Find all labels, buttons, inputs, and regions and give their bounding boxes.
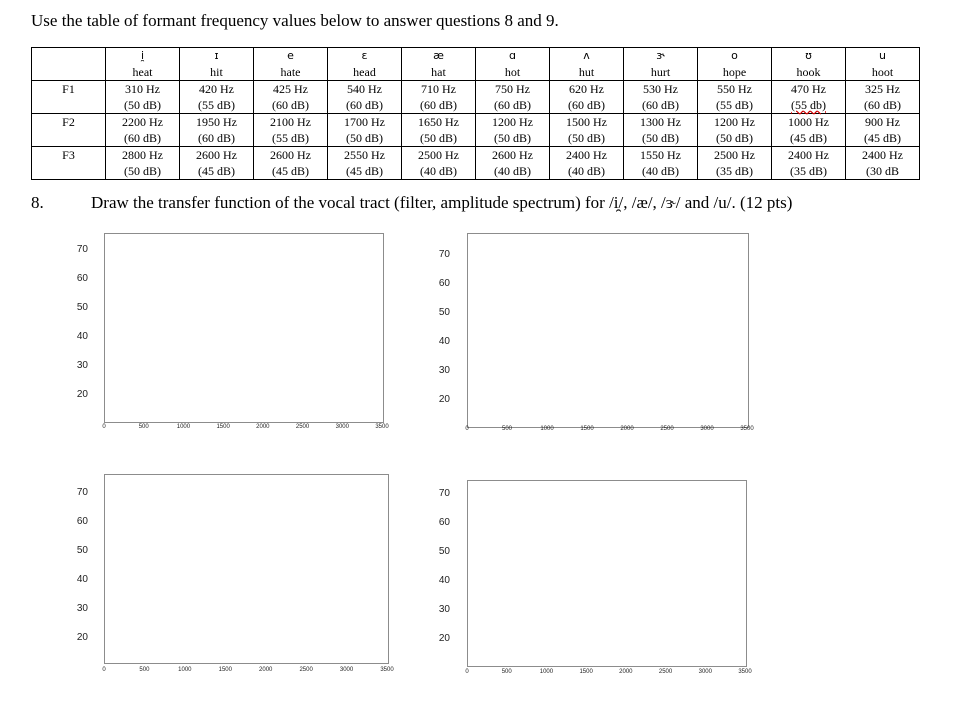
vowel-symbol: ɑ: [509, 49, 516, 62]
y-tick-label: 60: [76, 273, 88, 284]
frequency-value: 1700 Hz: [344, 115, 385, 129]
x-tick-label: 1000: [539, 669, 554, 675]
vowel-header-cell: [846, 48, 920, 81]
formant-label: F2: [32, 114, 106, 147]
formant-value-cell: [180, 147, 254, 180]
frequency-value: 2500 Hz: [418, 148, 459, 162]
x-tick-label: 1500: [580, 426, 594, 432]
formant-value-cell: [550, 81, 624, 114]
amplitude-value: (60 dB): [420, 98, 457, 112]
vowel-header-cell: [550, 48, 624, 81]
plot-area[interactable]: [104, 474, 389, 664]
vowel-header-cell: [254, 48, 328, 81]
vowel-word: hit: [210, 65, 223, 79]
vowel-header-cell: [180, 48, 254, 81]
formant-value-cell: [772, 147, 846, 180]
frequency-value: 2100 Hz: [270, 115, 311, 129]
frequency-value: 530 Hz: [643, 82, 678, 96]
formant-value-cell: [106, 114, 180, 147]
vowel-symbol: o: [731, 49, 738, 62]
x-tick-label: 3500: [740, 426, 754, 432]
vowel-header-cell: [624, 48, 698, 81]
formant-value-cell: [846, 114, 920, 147]
frequency-value: 1200 Hz: [714, 115, 755, 129]
vowel-word: hook: [796, 65, 821, 79]
y-tick-label: 70: [76, 487, 88, 498]
frequency-value: 540 Hz: [347, 82, 382, 96]
frequency-value: 2600 Hz: [196, 148, 237, 162]
amplitude-value: (60 dB): [568, 98, 605, 112]
frequency-value: 2600 Hz: [492, 148, 533, 162]
vowel-symbol: ɝ: [656, 49, 665, 62]
amplitude-value: (60 dB): [642, 98, 679, 112]
x-tick-label: 1000: [540, 426, 554, 432]
y-tick-label: 50: [76, 302, 88, 313]
formant-value-cell: [846, 147, 920, 180]
x-tick-label: 3000: [700, 426, 714, 432]
vowel-symbol: ʌ: [583, 49, 590, 62]
plot-area[interactable]: [467, 233, 749, 428]
amplitude-value: (60 dB): [124, 131, 161, 145]
vowel-word: hope: [722, 65, 747, 79]
y-tick-label: 70: [438, 249, 450, 260]
formant-table: [31, 47, 920, 180]
y-tick-label: 30: [76, 603, 88, 614]
formant-value-cell: [846, 81, 920, 114]
formant-value-cell: [180, 114, 254, 147]
amplitude-value: (60 dB): [494, 98, 531, 112]
x-tick-label: 500: [138, 424, 149, 430]
formant-value-cell: [550, 114, 624, 147]
amplitude-value: (60 dB): [198, 131, 235, 145]
y-tick-label: 30: [438, 365, 450, 376]
x-tick-label: 3500: [375, 424, 389, 430]
frequency-value: 1950 Hz: [196, 115, 237, 129]
formant-value-cell: [328, 147, 402, 180]
x-tick-label: 3500: [738, 669, 752, 675]
amplitude-value: (50 dB): [494, 131, 531, 145]
x-tick-label: 500: [501, 669, 512, 675]
x-tick-label: 3500: [380, 667, 394, 673]
frequency-value: 710 Hz: [421, 82, 456, 96]
vowel-word: hut: [578, 65, 595, 79]
x-tick-label: 2000: [619, 669, 633, 675]
frequency-value: 325 Hz: [865, 82, 900, 96]
formant-value-cell: [698, 81, 772, 114]
formant-value-cell: [698, 147, 772, 180]
amplitude-value: (40 dB): [494, 164, 531, 178]
x-tick-label: 2000: [259, 667, 273, 673]
y-tick-label: 60: [76, 516, 88, 527]
frequency-value: 310 Hz: [125, 82, 160, 96]
plot-area[interactable]: [104, 233, 384, 423]
y-tick-label: 70: [438, 488, 450, 499]
y-tick-label: 50: [438, 307, 450, 318]
vowel-symbol: i̯: [140, 49, 145, 62]
frequency-value: 750 Hz: [495, 82, 530, 96]
amplitude-value: (50 dB): [568, 131, 605, 145]
y-tick-label: 60: [438, 278, 450, 289]
frequency-value: 2400 Hz: [862, 148, 903, 162]
x-tick-label: 0: [102, 424, 106, 430]
vowel-word: hoot: [871, 65, 894, 79]
formant-value-cell: [476, 81, 550, 114]
vowel-word: hat: [431, 65, 446, 79]
y-tick-label: 70: [76, 244, 88, 255]
vowel-symbol: ɪ: [214, 49, 219, 62]
amplitude-value: (45 dB): [790, 131, 827, 145]
formant-value-cell: [550, 147, 624, 180]
formant-value-cell: [402, 114, 476, 147]
y-tick-label: 30: [438, 604, 450, 615]
amplitude-value: (60 dB): [272, 98, 309, 112]
formant-row: [32, 81, 920, 114]
vowel-header-cell: [772, 48, 846, 81]
vowel-word: hurt: [650, 65, 671, 79]
x-tick-label: 1500: [579, 669, 593, 675]
frequency-value: 1550 Hz: [640, 148, 681, 162]
x-tick-label: 0: [465, 426, 469, 432]
amplitude-value: (50 dB): [420, 131, 457, 145]
x-tick-label: 3000: [698, 669, 712, 675]
frequency-value: 2200 Hz: [122, 115, 163, 129]
amplitude-value: (35 dB): [790, 164, 827, 178]
vowel-header-cell: [698, 48, 772, 81]
formant-value-cell: [106, 147, 180, 180]
x-tick-label: 1500: [218, 667, 232, 673]
formant-value-cell: [624, 81, 698, 114]
formant-value-cell: [254, 114, 328, 147]
x-tick-label: 3000: [339, 667, 354, 673]
y-tick-label: 40: [438, 336, 450, 347]
amplitude-value: (50 dB): [124, 98, 161, 112]
question-number: 8.: [31, 193, 44, 212]
amplitude-value: (50 dB): [346, 131, 383, 145]
x-tick-label: 2500: [299, 667, 313, 673]
x-tick-label: 1000: [176, 424, 191, 430]
formant-value-cell: [476, 147, 550, 180]
x-tick-label: 2500: [295, 424, 310, 430]
y-tick-label: 40: [438, 575, 450, 586]
amplitude-value: (55 dB): [716, 98, 753, 112]
vowel-symbol: æ: [433, 49, 444, 62]
vowel-word: head: [353, 65, 376, 79]
vowel-word: hot: [504, 65, 521, 79]
amplitude-value: (40 dB): [420, 164, 457, 178]
formant-value-cell: [328, 114, 402, 147]
question-text: Draw the transfer function of the vocal tract (filter, amplitude spectrum) for /i̯/, /æ/, /ɝ/ and /u/. (12 pts): [91, 193, 793, 212]
vowel-symbol: ʊ: [805, 49, 812, 62]
x-tick-label: 0: [465, 669, 469, 675]
y-tick-label: 50: [438, 546, 450, 557]
vowel-symbol: u: [879, 49, 886, 62]
table-corner-cell: [32, 48, 106, 81]
frequency-value: 1500 Hz: [566, 115, 607, 129]
frequency-value: 2400 Hz: [566, 148, 607, 162]
frequency-value: 2800 Hz: [122, 148, 163, 162]
frequency-value: 1650 Hz: [418, 115, 459, 129]
amplitude-value: (60 dB): [864, 98, 901, 112]
x-tick-label: 1000: [178, 667, 192, 673]
frequency-value: 2550 Hz: [344, 148, 385, 162]
formant-value-cell: [772, 81, 846, 114]
formant-value-cell: [698, 114, 772, 147]
x-tick-label: 2500: [658, 669, 673, 675]
vowel-word: hate: [280, 65, 301, 79]
formant-value-cell: [772, 114, 846, 147]
amplitude-value: (40 dB): [568, 164, 605, 178]
amplitude-value: (55 dB): [198, 98, 235, 112]
y-tick-label: 20: [438, 633, 450, 644]
y-tick-label: 20: [438, 394, 450, 405]
frequency-value: 1000 Hz: [788, 115, 829, 129]
formant-value-cell: [328, 81, 402, 114]
vowel-header-cell: [402, 48, 476, 81]
x-tick-label: 500: [501, 426, 513, 432]
formant-value-cell: [180, 81, 254, 114]
intro-text: Use the table of formant frequency values below to answer questions 8 and 9.: [31, 11, 559, 30]
vowel-symbol: ɛ: [361, 49, 368, 62]
formant-value-cell: [624, 147, 698, 180]
x-tick-label: 3000: [335, 424, 349, 430]
vowel-header-cell: [106, 48, 180, 81]
amplitude-value: (60 dB): [346, 98, 383, 112]
x-tick-label: 2500: [660, 426, 674, 432]
x-tick-label: 0: [102, 667, 106, 673]
y-tick-label: 40: [76, 574, 88, 585]
formant-row: [32, 114, 920, 147]
y-tick-label: 40: [76, 331, 88, 342]
amplitude-value: (50 dB): [716, 131, 753, 145]
frequency-value: 425 Hz: [273, 82, 308, 96]
frequency-value: 550 Hz: [717, 82, 752, 96]
y-tick-label: 20: [76, 389, 88, 400]
amplitude-value: (55 dB): [272, 131, 309, 145]
formant-value-cell: [402, 147, 476, 180]
x-tick-label: 500: [139, 667, 150, 673]
x-tick-label: 2000: [256, 424, 270, 430]
amplitude-value: (45 dB): [272, 164, 309, 178]
y-tick-label: 30: [76, 360, 88, 371]
table-header-row: [32, 48, 920, 81]
plot-area[interactable]: [467, 480, 747, 667]
x-tick-label: 1500: [216, 424, 230, 430]
amplitude-value: (40 dB): [642, 164, 679, 178]
formant-value-cell: [254, 147, 328, 180]
amplitude-value: (45 dB): [198, 164, 235, 178]
y-tick-label: 20: [76, 632, 88, 643]
frequency-value: 1300 Hz: [640, 115, 681, 129]
vowel-word: heat: [132, 65, 153, 79]
x-tick-label: 2000: [620, 426, 634, 432]
vowel-header-cell: [476, 48, 550, 81]
formant-value-cell: [254, 81, 328, 114]
formant-value-cell: [106, 81, 180, 114]
formant-label: F3: [32, 147, 106, 180]
amplitude-value: (45 dB): [864, 131, 901, 145]
vowel-symbol: e: [287, 49, 294, 62]
frequency-value: 420 Hz: [199, 82, 234, 96]
amplitude-value: (55 db): [791, 98, 826, 112]
formant-row: [32, 147, 920, 180]
y-tick-label: 50: [76, 545, 88, 556]
frequency-value: 900 Hz: [865, 115, 900, 129]
amplitude-value: (30 dB: [866, 164, 899, 178]
y-tick-label: 60: [438, 517, 450, 528]
frequency-value: 1200 Hz: [492, 115, 533, 129]
formant-value-cell: [402, 81, 476, 114]
formant-value-cell: [476, 114, 550, 147]
formant-label: F1: [32, 81, 106, 114]
formant-value-cell: [624, 114, 698, 147]
frequency-value: 2500 Hz: [714, 148, 755, 162]
amplitude-value: (50 dB): [124, 164, 161, 178]
frequency-value: 620 Hz: [569, 82, 604, 96]
amplitude-value: (45 dB): [346, 164, 383, 178]
frequency-value: 470 Hz: [791, 82, 826, 96]
frequency-value: 2400 Hz: [788, 148, 829, 162]
amplitude-value: (35 dB): [716, 164, 753, 178]
amplitude-value: (50 dB): [642, 131, 679, 145]
vowel-header-cell: [328, 48, 402, 81]
frequency-value: 2600 Hz: [270, 148, 311, 162]
